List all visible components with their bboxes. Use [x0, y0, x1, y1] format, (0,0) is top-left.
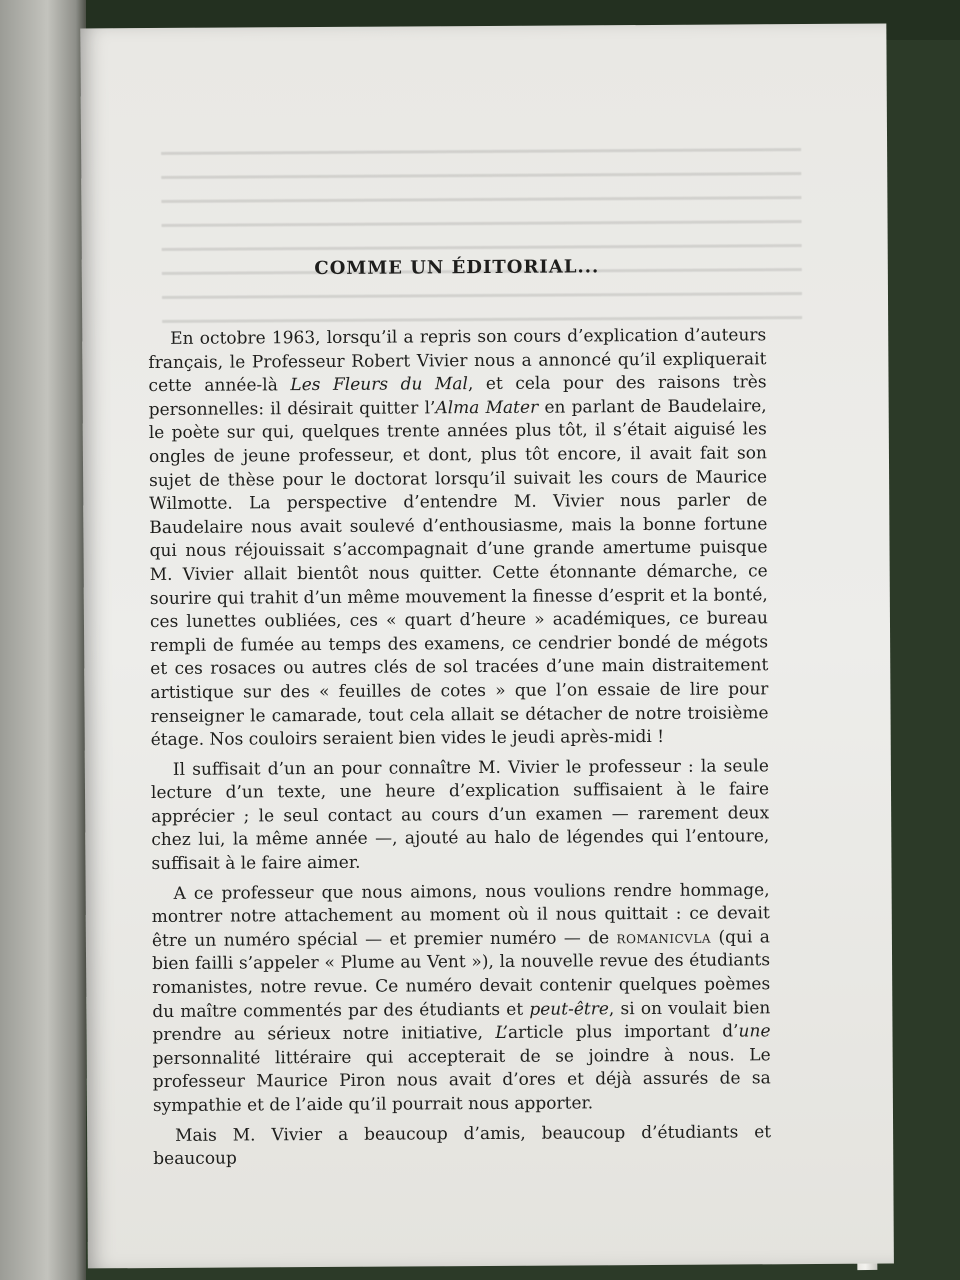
- text-segment: , si on voulait bien prendre au sérieux notre initiative,: [152, 997, 771, 1046]
- text-segment: article plus important d’: [507, 1021, 739, 1044]
- text-segment: (qui a bien failli s’appeler « Plume au Vent »), la nouvelle revue des étudiants romanistes, notre revue. Ce numéro devait contenir quelques poèmes du maître commentés par des étudiants et: [152, 927, 771, 1022]
- page-title: COMME UN ÉDITORIAL...: [314, 256, 600, 280]
- text-segment: , et cela pour des raisons très personnelles: il désirait quitter l’: [148, 372, 767, 420]
- italic-word: L’: [495, 1023, 509, 1044]
- page-content: [148, 252, 772, 1174]
- paragraph-2: [151, 755, 770, 877]
- italic-word: une: [738, 1021, 771, 1042]
- book-page: [80, 24, 894, 1269]
- italic-word: peut-être: [529, 998, 609, 1020]
- text-segment: A ce professeur que nous aimons, nous voulions rendre hommage, montrer notre attachement au moment où il nous quittait : ce devait être un numéro spécial — et premier numéro — de: [151, 879, 770, 951]
- text-segment: En octobre 1963, lorsqu’il a repris son cours d’explication d’auteurs français, le Professeur Robert Vivier nous a annoncé qu’il expliquerait cette année-là: [148, 325, 767, 397]
- paragraph-4: [153, 1121, 771, 1172]
- text-segment: en parlant de Baudelaire, le poète sur qui, quelques trente années plus tôt, il s’était aiguisé les ongles de jeune professeur, et dont, plus tôt encore, il avait fait son sujet de thèse pour le doctorat lorsqu’il suivait les cours de Maurice Wilmotte. La perspective d’entendre M. Vivier nous parler de Baudelaire nous avait soulevé d’enthousiasme, mais la bonne fortune qui nous réjouissait s’accompagnait d’une grande amertume puisque M. Vivier allait bientôt nous quitter. Cette étonnante démarche, ce sourire qui trahit d’un même mouvement la finesse d’esprit et la bonté, ces lunettes oubliées, ces « quart d’heure » académiques, ce bureau rempli de fumée au temps des examens, ce cendrier bondé de mégots et ces rosaces ou autres clés de sol tracées d’une main distraitement artistique sur des « feuilles de cotes » que l’on essaie de lire pour renseigner le camarade, tout cela allait se détacher de notre troisième étage. Nos couloirs seraient bien vides le jeudi après-midi !: [148, 396, 769, 751]
- text-segment: Mais M. Vivier a beaucoup d’amis, beaucoup d’étudiants et beaucoup: [153, 1121, 772, 1170]
- facing-page-edge: [0, 0, 86, 1280]
- book-title-italic: Les Fleurs du Mal: [290, 374, 469, 396]
- text-segment: personnalité littéraire qui accepterait de se joindre à nous. Le professeur Maurice Piron nous avait d’ores et déjà assurés de sa sympathie et de l’aide qu’il pourrait nous apporter.: [152, 1045, 771, 1117]
- italic-phrase: Alma Mater: [435, 397, 539, 419]
- text-segment: Il suffisait d’un an pour connaître M. Vivier le professeur : la seule lecture d’un texte, une heure d’explication suffisaient à le faire apprécier ; le seul contact au cours d’un examen — rarement deux chez lui, la même année —, ajouté au halo de légendes qui l’entoure, suffisait à le faire aimer.: [150, 755, 770, 875]
- journal-name-smallcaps: romanicvla: [616, 927, 712, 949]
- paragraph-3: [152, 879, 771, 1119]
- paragraph-1: [148, 324, 769, 752]
